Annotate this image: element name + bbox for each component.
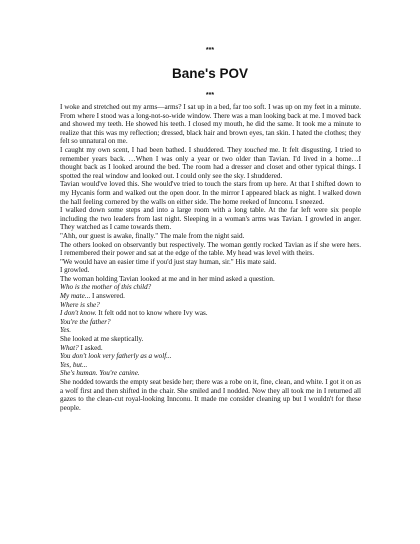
paragraph: Where is she? bbox=[60, 300, 100, 309]
paragraph: She looked at me skeptically. bbox=[60, 335, 144, 344]
paragraph bbox=[60, 344, 361, 353]
paragraph: She's human. You're canine. bbox=[60, 369, 140, 378]
paragraph: "We would have an easier time if you'd just stay human, sir." His mate said. bbox=[60, 257, 277, 266]
paragraph: "Ahh, our guest is awake, finally." The male from the night said. bbox=[60, 231, 245, 240]
paragraph: You're the father? bbox=[60, 317, 111, 326]
paragraph bbox=[60, 309, 361, 318]
paragraph: I walked down some steps and into a large room with a long table. At the far left were six people including the two leaders from last night. Sleeping in a woman's arms was Tavian. I growled in anger. They watched as I came towards them. bbox=[60, 206, 361, 232]
emphasis-text: What? bbox=[60, 343, 79, 352]
paragraph: Yes, but... bbox=[60, 360, 88, 369]
body-text bbox=[60, 103, 361, 412]
title-separator: *** bbox=[205, 92, 215, 99]
paragraph-text: I asked. bbox=[78, 343, 103, 352]
paragraph: Who is the mother of this child? bbox=[60, 283, 152, 292]
paragraph-text: It felt odd not to know where Ivy was. bbox=[96, 309, 208, 318]
paragraph: You don't look very fatherly as a wolf... bbox=[60, 352, 172, 361]
paragraph: The woman holding Tavian looked at me and in her mind asked a question. bbox=[60, 274, 275, 283]
paragraph: I woke and stretched out my arms—arms? I sat up in a bed, far too soft. I was up on my feet in a minute. From where I stood was a long-not-so-wide window. There was a man looking back at me. I moved back and showed my teeth. He showed his teeth. I closed my mouth, he did the same. It took me a minute to realize that this was my reflection; dressed, black hair and brown eyes, tan skin. I hated the clothes; they felt so unnatural on me. bbox=[60, 103, 361, 146]
paragraph-text: me. It felt disgusting. I tried to remember years back. …When I was only a year or two older than Tavian. I'd lived in a home…I thought back as I looked around the bed. The room had a dresser and closet and other typical things. I spotted the real window and looked out. I could only see the sky. I shuddered. bbox=[60, 145, 361, 180]
paragraph: I growled. bbox=[60, 266, 90, 275]
chapter-title: Bane's POV bbox=[172, 66, 248, 81]
section-separator: *** bbox=[205, 47, 215, 54]
paragraph-text: ... I answered. bbox=[84, 292, 125, 301]
paragraph bbox=[60, 292, 361, 301]
emphasis-text: touched bbox=[244, 145, 267, 154]
paragraph: Tavian would've loved this. She would've tried to touch the stars from up here. At that I shifted down to my Hycanis form and walked out the open door. In the mirror I appeared black as night. I walked down the hall feeling cornered by the walls on either side. The home reeked of Innconu. I sneezed. bbox=[60, 180, 361, 206]
emphasis-text: My mate bbox=[60, 292, 85, 301]
paragraph: The others looked on observantly but respectively. The woman gently rocked Tavian as if she were hers. I remembered their power and sat at the edge of the table. My head was level with theirs. bbox=[60, 240, 361, 258]
paragraph bbox=[60, 146, 361, 180]
paragraph-text: I caught my own scent, I had been bathed. I shuddered. They bbox=[60, 145, 245, 154]
paragraph: She nodded towards the empty seat beside her; there was a robe on it, fine, clean, and white. I got it on as a wolf first and then shifted in the chair. She smiled and I nodded. Now they all took me in I returned all gazes to the clean-cut royal-looking Innconu. It made me consider cleaning up but I wouldn't for these people. bbox=[60, 378, 362, 412]
emphasis-text: I don't know. bbox=[60, 309, 97, 318]
paragraph: Yes. bbox=[60, 326, 72, 335]
